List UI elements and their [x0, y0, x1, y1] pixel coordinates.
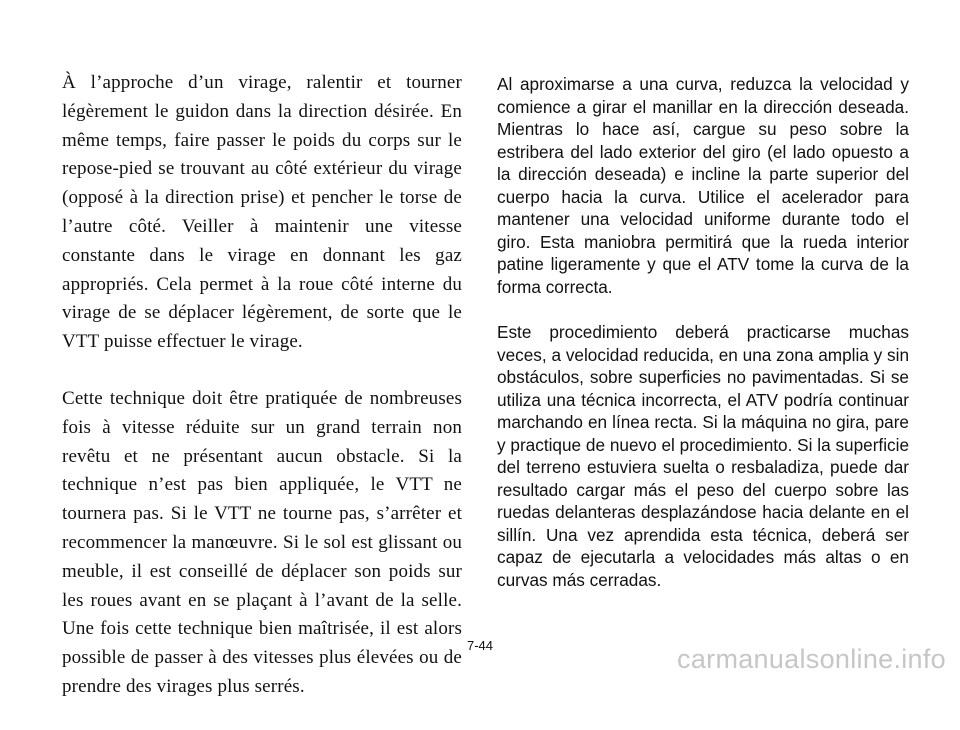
watermark: carmanualsonline.info [677, 644, 946, 674]
french-paragraph-2: Cette technique doit être pratiquée de nombreuses fois à vitesse réduite sur un grand terrain non revêtu et ne présentant aucun obstacle. Si la technique n’est pas bien appliquée, le VTT ne tournera pas. Si le VTT ne tourne pas, s’arrêter et recommencer la manœuvre. Si le sol est glissant ou meuble, il est conseillé de déplacer son poids sur les roues avant en se plaçant à l’avant de la selle. Une fois cette technique bien maîtrisée, il est alors possible de passer à des vitesses plus élevées ou de prendre des virages plus serrés. [62, 387, 462, 697]
spanish-paragraph-1: Al aproximarse a una curva, reduzca la velocidad y comience a girar el manillar en la dirección deseada. Mientras lo hace así, cargue su peso sobre la estribera del lado exterior del giro (el lado opuesto a la dirección deseada) e incline la parte superior del cuerpo hacia la curva. Utilice el acelerador para mantener una velocidad uniforme durante todo el giro. Esta maniobra permitirá que la rueda interior patine ligeramente y que el ATV tome la curva de la forma correcta. [497, 74, 909, 297]
spanish-column [497, 73, 909, 614]
spanish-paragraph-2: Este procedimiento deberá practicarse muchas veces, a velocidad reducida, en una zona amplia y sin obstáculos, sobre superficies no pavimentadas. Si se utiliza una técnica incorrecta, el ATV podría continuar marchando en línea recta. Si la máquina no gira, pare y practique de nuevo el procedimiento. Si la superficie del terreno estuviera suelta o resbaladiza, puede dar resultado cargar más el peso del cuerpo sobre las ruedas delanteras desplazándose hacia delante en el sillín. Una vez aprendida esta técnica, deberá ser capaz de ejecutarla a velocidades más altas o en curvas más cerradas. [497, 322, 909, 590]
french-paragraph-1: À l’approche d’un virage, ralentir et tourner légèrement le guidon dans la direction désirée. En même temps, faire passer le poids du corps sur le repose-pied se trouvant au côté extérieur du virage (opposé à la direction prise) et pencher le torse de l’autre côté. Veiller à maintenir une vitesse constante dans le virage en donnant les gaz appropriés. Cela permet à la roue côté interne du virage de se déplacer légèrement, de sorte que le VTT puisse effectuer le virage. [62, 72, 462, 353]
page-number: 7-44 [466, 638, 494, 653]
french-column [62, 69, 462, 730]
